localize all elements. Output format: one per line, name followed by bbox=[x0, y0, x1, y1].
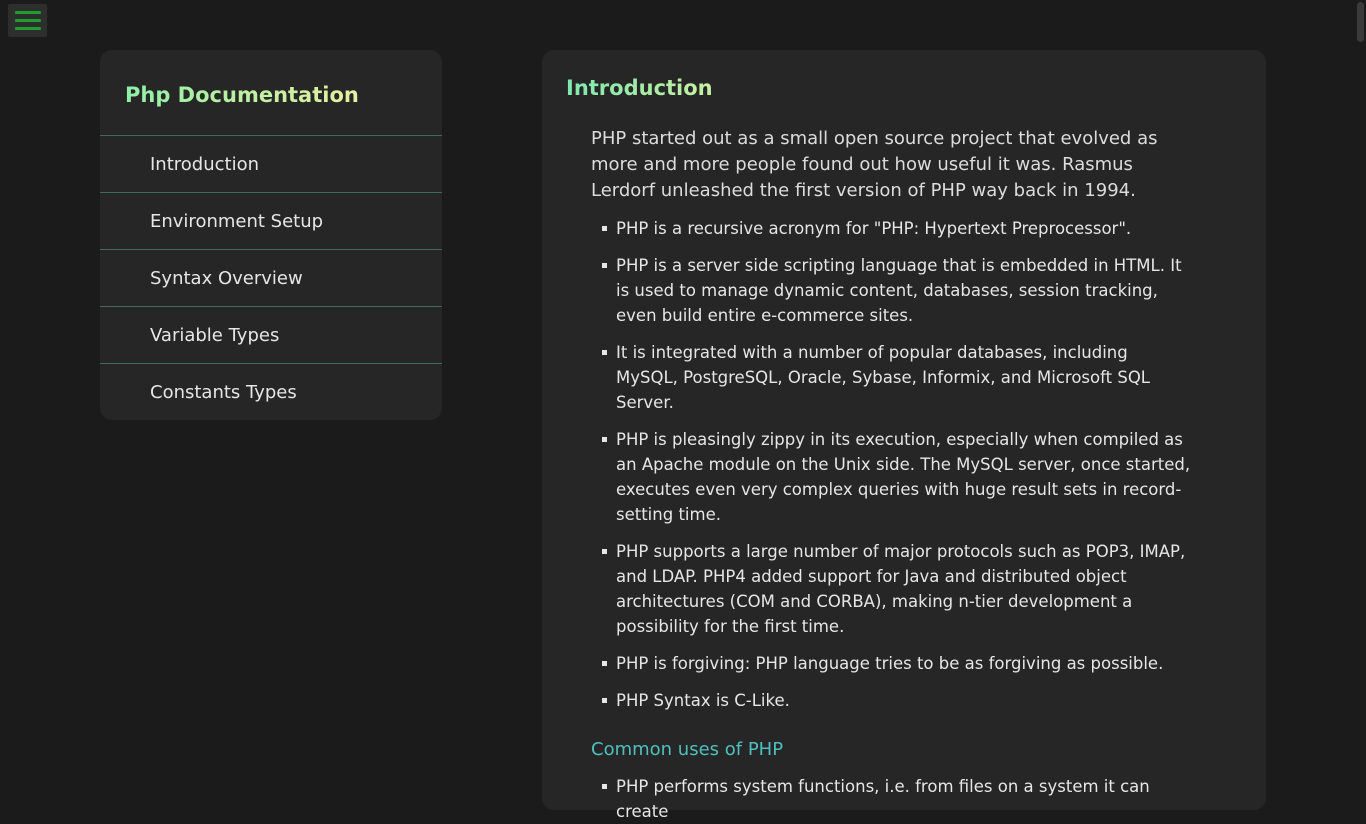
list-item: PHP is forgiving: PHP language tries to be as forgiving as possible. bbox=[591, 651, 1191, 676]
sidebar-item-introduction[interactable]: Introduction bbox=[100, 136, 442, 193]
page-scrollbar[interactable] bbox=[1354, 0, 1366, 768]
main-content bbox=[542, 50, 1266, 821]
feature-list bbox=[591, 216, 1191, 713]
subheading-common-uses: Common uses of PHP bbox=[591, 739, 784, 760]
sidebar-item-constants-types[interactable]: Constants Types bbox=[150, 382, 297, 403]
list-item: PHP Syntax is C-Like. bbox=[591, 688, 1191, 713]
intro-paragraph: PHP started out as a small open source project that evolved as more and more people found out how useful it was. Rasmus Lerdorf unleashed the first version of PHP way back in 1994. bbox=[591, 128, 1158, 201]
list-item: PHP is pleasingly zippy in its execution, especially when compiled as an Apache module on the Unix side. The MySQL server, once started, executes even very complex queries with huge result sets in record-setting time. bbox=[591, 427, 1191, 527]
list-item: PHP is a recursive acronym for "PHP: Hypertext Preprocessor". bbox=[591, 216, 1191, 241]
sidebar-item-variable-types[interactable]: Variable Types bbox=[100, 307, 442, 364]
sidebar-header bbox=[100, 50, 442, 136]
sidebar-title: Php Documentation bbox=[125, 79, 359, 107]
menu-bar bbox=[15, 11, 41, 14]
list-item: It is integrated with a number of popular databases, including MySQL, PostgreSQL, Oracle, Sybase, Informix, and Microsoft SQL Server. bbox=[591, 340, 1191, 415]
section-title: Introduction bbox=[566, 76, 713, 100]
sidebar-nav bbox=[100, 50, 442, 420]
menu-bar bbox=[15, 19, 41, 22]
menu-bar bbox=[15, 27, 41, 30]
sidebar-item-syntax-overview[interactable]: Syntax Overview bbox=[100, 250, 442, 307]
scrollbar-thumb[interactable] bbox=[1357, 2, 1364, 42]
list-item: PHP supports a large number of major protocols such as POP3, IMAP, and LDAP. PHP4 added support for Java and distributed object architectures (COM and CORBA), making n-tier development a possibility for the first time. bbox=[591, 539, 1191, 639]
hamburger-menu-icon[interactable] bbox=[8, 4, 47, 37]
sidebar-item-environment-setup[interactable]: Environment Setup bbox=[100, 193, 442, 250]
list-item: PHP performs system functions, i.e. from files on a system it can create bbox=[591, 774, 1191, 824]
uses-list bbox=[591, 774, 1191, 824]
list-item: PHP is a server side scripting language that is embedded in HTML. It is used to manage dynamic content, databases, session tracking, even build entire e-commerce sites. bbox=[591, 253, 1191, 328]
